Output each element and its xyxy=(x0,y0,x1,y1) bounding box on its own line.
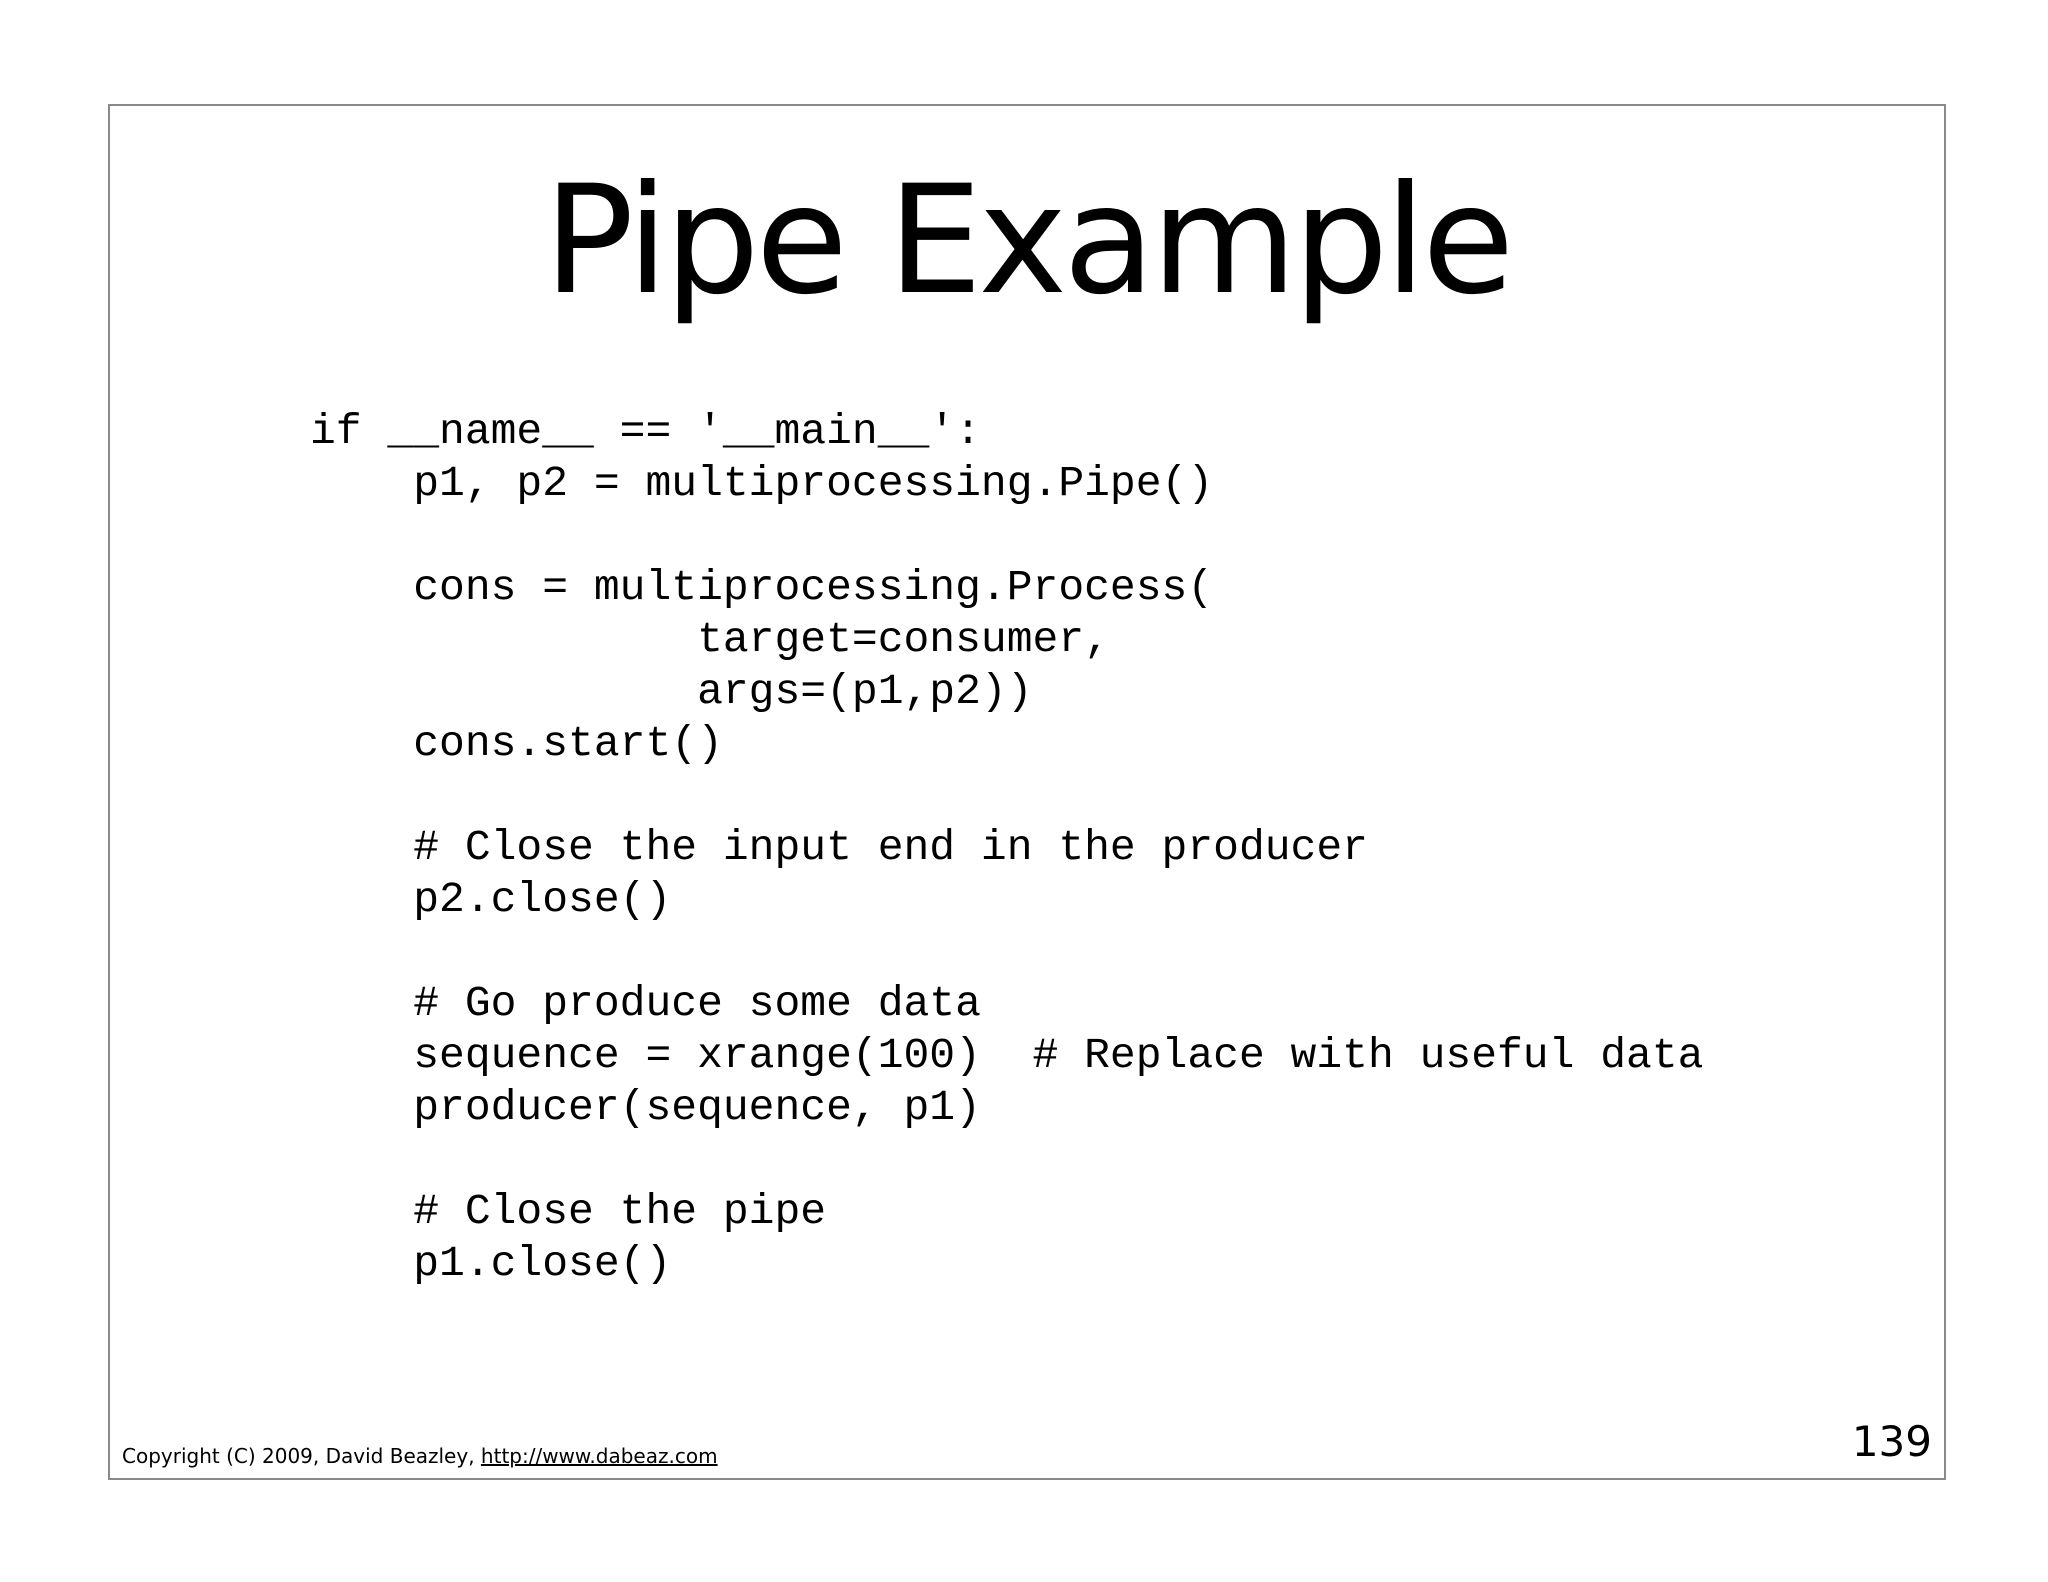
code-line: producer(sequence, p1) xyxy=(310,1083,981,1132)
code-line xyxy=(310,1134,1703,1186)
code-line: p2.close() xyxy=(310,875,672,924)
code-line: sequence = xrange(100) # Replace with useful data xyxy=(310,1031,1704,1080)
code-line xyxy=(310,770,1703,822)
code-line: # Close the pipe xyxy=(310,1187,827,1236)
code-line: p1, p2 = multiprocessing.Pipe() xyxy=(310,459,1214,508)
code-line: cons = multiprocessing.Process( xyxy=(310,563,1214,612)
code-line: if __name__ == '__main__': xyxy=(310,407,981,456)
author-website-link[interactable]: http://www.dabeaz.com xyxy=(480,1444,718,1468)
code-line xyxy=(310,926,1703,978)
code-line: target=consumer, xyxy=(310,615,1110,664)
slide-number: 139 xyxy=(1851,1417,1932,1466)
code-line: args=(p1,p2)) xyxy=(310,667,1033,716)
slide-title: Pipe Example xyxy=(543,154,1511,328)
footer-copyright xyxy=(122,1444,718,1468)
code-line: p1.close() xyxy=(310,1239,672,1288)
copyright-text: Copyright (C) 2009, David Beazley, xyxy=(122,1444,481,1468)
code-line: cons.start() xyxy=(310,719,723,768)
code-line: # Go produce some data xyxy=(310,979,981,1028)
code-line: # Close the input end in the producer xyxy=(310,823,1368,872)
code-line xyxy=(310,510,1703,562)
slide xyxy=(108,104,1946,1480)
code-block xyxy=(310,406,1703,1290)
